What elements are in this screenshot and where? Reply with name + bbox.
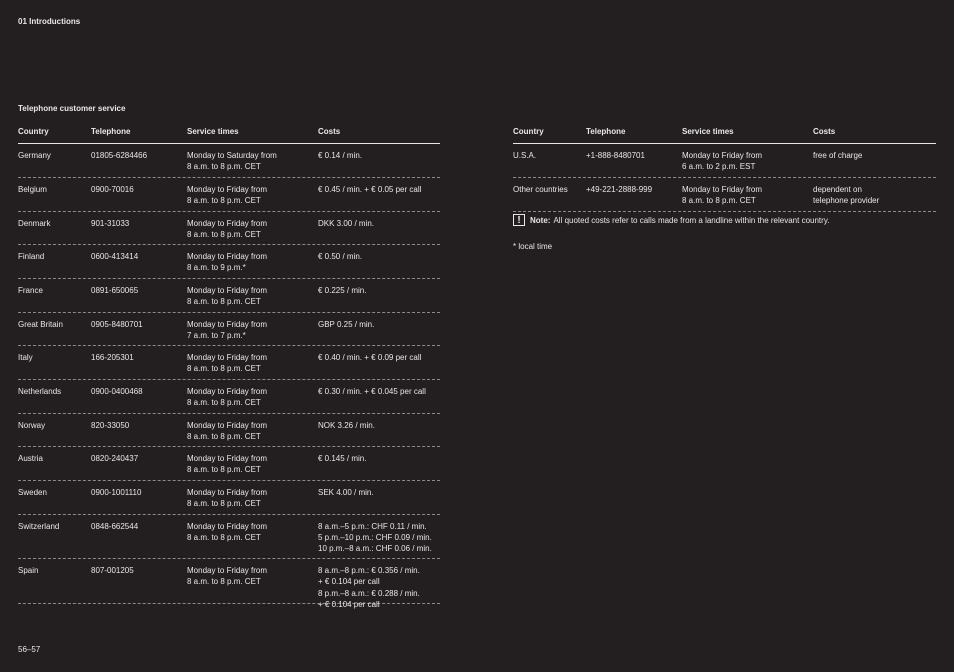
warning-icon: ! — [513, 214, 525, 226]
cell-country: U.S.A. — [513, 151, 537, 160]
table-body — [513, 144, 936, 212]
cell-telephone: 0905-8480701 — [91, 319, 143, 329]
header-telephone: Telephone — [91, 127, 131, 136]
cell-country: Norway — [18, 420, 46, 430]
cell-telephone: +49-221-2888-999 — [586, 184, 653, 194]
header-service-times: Service times — [682, 127, 734, 136]
cell-telephone: 0900-1001110 — [91, 487, 142, 497]
cell-country: Spain — [18, 566, 39, 576]
table-row — [18, 559, 440, 609]
page-number: 56–57 — [18, 645, 41, 654]
cell-service-times: Monday to Friday from 8 a.m. to 8 p.m. CET — [187, 420, 268, 441]
cell-costs: € 0.30 / min. + € 0.045 per call — [318, 386, 426, 396]
cell-country: Austria — [18, 454, 43, 464]
cell-costs: 8 a.m.–5 p.m.: CHF 0.11 / min. 5 p.m.–10 p.m.: CHF 0.09 / min. 10 p.m.–8 a.m.: CHF 0.06 / min. — [318, 521, 432, 554]
table-row — [18, 144, 440, 178]
cell-telephone: 0848-662544 — [91, 521, 139, 531]
header-telephone: Telephone — [586, 127, 626, 136]
cell-service-times: Monday to Friday from 8 a.m. to 8 p.m. CET — [187, 566, 268, 587]
table-header — [513, 127, 936, 144]
cell-costs: SEK 4.00 / min. — [318, 487, 374, 497]
table-row — [18, 178, 440, 212]
header-service-times: Service times — [187, 127, 239, 136]
cell-costs: free of charge — [813, 151, 863, 160]
cell-costs: € 0.45 / min. + € 0.05 per call — [318, 184, 422, 194]
cell-service-times: Monday to Friday from 8 a.m. to 8 p.m. CET — [187, 218, 268, 239]
cell-costs: dependent on telephone provider — [813, 184, 880, 205]
cell-country: Great Britain — [18, 319, 63, 329]
cell-telephone: +1-888-8480701 — [586, 151, 645, 160]
table-row — [513, 178, 936, 212]
cell-costs: DKK 3.00 / min. — [318, 218, 375, 228]
cell-costs: GBP 0.25 / min. — [318, 319, 375, 329]
cell-country: Denmark — [18, 218, 51, 228]
cell-telephone: 901-31033 — [91, 218, 130, 228]
table-row — [18, 481, 440, 515]
table-body — [18, 144, 440, 609]
cell-country: Netherlands — [18, 386, 62, 396]
service-table-right — [513, 127, 936, 212]
cell-costs: 8 a.m.–8 p.m.: € 0.356 / min. + € 0.104 per call 8 p.m.–8 a.m.: € 0.288 / min. + € 0.104 per call — [318, 566, 420, 609]
cell-service-times: Monday to Saturday from 8 a.m. to 8 p.m. CET — [187, 151, 277, 172]
table-row — [18, 380, 440, 414]
service-table-left — [18, 127, 440, 609]
cell-service-times: Monday to Friday from 6 a.m. to 2 p.m. EST — [682, 151, 763, 172]
cell-telephone: 820-33050 — [91, 420, 130, 430]
cell-telephone: 807-001205 — [91, 566, 134, 576]
note — [513, 214, 829, 226]
cell-telephone: 01805-6284466 — [91, 151, 148, 160]
cell-costs: € 0.50 / min. — [318, 252, 363, 262]
cell-country: France — [18, 285, 43, 295]
cell-service-times: Monday to Friday from 8 a.m. to 9 p.m.* — [187, 252, 268, 273]
note-text: All quoted costs refer to calls made from a landline within the relevant country. — [553, 215, 830, 225]
cell-country: Switzerland — [18, 521, 60, 531]
table-row — [18, 447, 440, 481]
table-row — [18, 212, 440, 246]
cell-telephone: 0891-650065 — [91, 285, 139, 295]
cell-telephone: 166-205301 — [91, 353, 134, 363]
cell-telephone: 0600-413414 — [91, 252, 139, 262]
section-title: 01 Introductions — [18, 17, 81, 26]
cell-service-times: Monday to Friday from 8 a.m. to 8 p.m. CET — [187, 487, 268, 508]
table-row — [18, 279, 440, 313]
cell-telephone: 0900-0400468 — [91, 386, 143, 396]
table-row — [18, 515, 440, 560]
cell-country: Sweden — [18, 487, 47, 497]
footnote: * local time — [513, 242, 553, 251]
cell-country: Finland — [18, 252, 45, 262]
cell-telephone: 0820-240437 — [91, 454, 139, 464]
cell-service-times: Monday to Friday from 8 a.m. to 8 p.m. CET — [187, 521, 268, 542]
cell-service-times: Monday to Friday from 8 a.m. to 8 p.m. CET — [187, 386, 268, 407]
cell-costs: € 0.225 / min. — [318, 285, 367, 295]
cell-costs: € 0.40 / min. + € 0.09 per call — [318, 353, 422, 363]
header-costs: Costs — [813, 127, 836, 136]
cell-service-times: Monday to Friday from 8 a.m. to 8 p.m. CET — [187, 454, 268, 475]
cell-service-times: Monday to Friday from 8 a.m. to 8 p.m. CET — [187, 285, 268, 306]
cell-costs: € 0.145 / min. — [318, 454, 367, 464]
cell-country: Belgium — [18, 184, 47, 194]
page-heading: Telephone customer service — [18, 104, 126, 113]
cell-costs: € 0.14 / min. — [318, 151, 363, 160]
table-header — [18, 127, 440, 144]
cell-country: Germany — [18, 151, 51, 160]
table-row — [18, 313, 440, 347]
cell-service-times: Monday to Friday from 8 a.m. to 8 p.m. CET — [682, 184, 763, 205]
cell-service-times: Monday to Friday from 8 a.m. to 8 p.m. CET — [187, 184, 268, 205]
table-row — [18, 245, 440, 279]
cell-service-times: Monday to Friday from 7 a.m. to 7 p.m.* — [187, 319, 268, 340]
cell-costs: NOK 3.26 / min. — [318, 420, 375, 430]
note-label: Note: — [530, 215, 551, 225]
header-costs: Costs — [318, 127, 341, 136]
cell-country: Other countries — [513, 184, 568, 194]
cell-service-times: Monday to Friday from 8 a.m. to 8 p.m. CET — [187, 353, 268, 374]
cell-country: Italy — [18, 353, 33, 363]
table-row — [18, 414, 440, 448]
cell-telephone: 0900-70016 — [91, 184, 134, 194]
table-row — [513, 144, 936, 178]
header-country: Country — [18, 127, 49, 136]
header-country: Country — [513, 127, 544, 136]
table-row — [18, 346, 440, 380]
